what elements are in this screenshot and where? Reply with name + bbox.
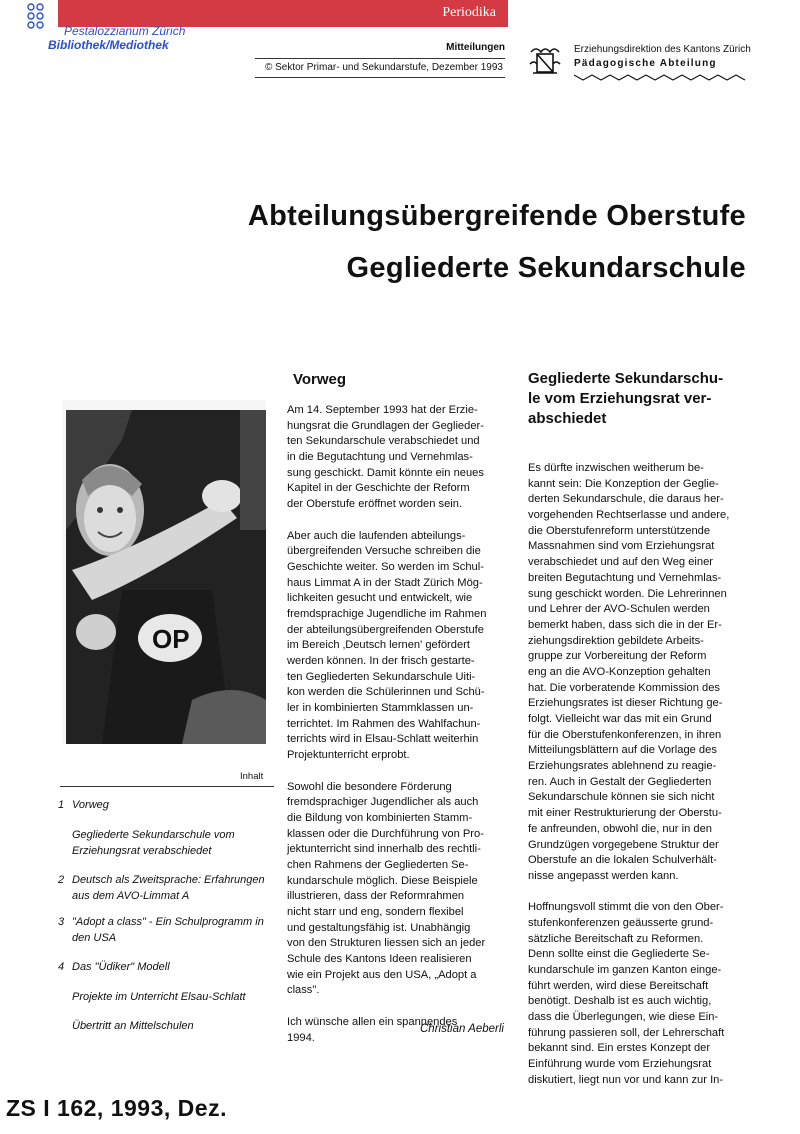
body-line: fe anfreunden, obwohl die, nur in den bbox=[528, 822, 712, 835]
body-line: übergreifenden Versuche schreiben die bbox=[287, 545, 481, 558]
body-line: Es dürfte inzwischen weitherum be- bbox=[528, 462, 704, 474]
body-line: Projektunterricht erprobt. bbox=[287, 749, 410, 762]
body-line: breiten Begutachtung und Vernehmlas- bbox=[528, 571, 722, 584]
body-line: für die Oberstufenkonferenzen, in ihren bbox=[528, 728, 722, 741]
body-line: im Bereich ‚Deutsch lernen' gefördert bbox=[287, 639, 470, 652]
gegliederte-heading-line: Gegliederte Sekundarschu- bbox=[528, 370, 724, 387]
body-line: Erziehungsrates ablehnend zu reagie- bbox=[528, 760, 717, 773]
body-line: folgt. Vielleicht war das mit ein Grund bbox=[528, 713, 712, 725]
library-stamp bbox=[22, 0, 212, 60]
body-line: kannt sein: Die Konzeption der Geglie- bbox=[528, 477, 719, 490]
body-line: Mitteilungsblättern auf die Vorlage des bbox=[528, 744, 717, 757]
body-line: Hoffnungsvoll stimmt die von den Ober- bbox=[528, 901, 724, 914]
body-line: ren. Auch in Gestalt der Gegliederten bbox=[528, 775, 712, 788]
body-line: hungsrat die Grundlagen der Geglieder- bbox=[287, 419, 484, 432]
body-line: die Oberstufenreform unterstützende bbox=[528, 524, 711, 537]
toc-number: 3 bbox=[58, 916, 65, 928]
body-line: eng an die AVO-Konzeption gehalten bbox=[528, 665, 711, 678]
body-line: Ich wünsche allen ein spannendes bbox=[287, 1015, 458, 1028]
gegliederte-heading-line: abschiedet bbox=[528, 410, 607, 427]
ed-line1: Erziehungsdirektion des Kantons Zürich bbox=[574, 44, 751, 55]
toc-text: Deutsch als Zweitsprache: Erfahrungen aus dem AVO-Limmat A bbox=[72, 874, 265, 902]
body-line: Kapitel in der Geschichte der Reform bbox=[287, 482, 470, 495]
title-line2: Gegliederte Sekundarschule bbox=[346, 252, 746, 284]
body-line: Sekundarschule können sie sich nicht bbox=[528, 791, 715, 804]
body-line: der abteilungsübergreifenden Oberstufe bbox=[287, 623, 484, 636]
body-line: Aber auch die laufenden abteilungs- bbox=[287, 529, 466, 542]
body-line: nicht starr und eng, sondern flexibel bbox=[287, 906, 464, 918]
toc-text: Übertritt an Mittelschulen bbox=[72, 1020, 194, 1032]
body-line: class". bbox=[287, 984, 320, 997]
body-line: die Bildung von kombinierten Stamm- bbox=[287, 811, 473, 824]
vorweg-body bbox=[287, 403, 486, 1046]
body-line: bekannt sind. Ein erstes Konzept der bbox=[528, 1042, 711, 1055]
body-line: ten Gegliederten Sekundarschule Uiti- bbox=[287, 670, 476, 683]
toc-text: Das "Üdiker" Modell bbox=[72, 961, 170, 973]
body-line bbox=[287, 513, 486, 529]
wave-ornament bbox=[574, 72, 746, 82]
inhalt-label: Inhalt bbox=[240, 771, 264, 782]
toc-text: Gegliederte Sekundarschule vom Erziehungsrat verabschiedet bbox=[72, 829, 235, 857]
body-line: Denn sollte einst die Gegliederte Se- bbox=[528, 948, 710, 961]
toc-text: Projekte im Unterricht Elsau-Schlatt bbox=[72, 991, 246, 1003]
body-line: fremdsprachige Jugendliche im Rahmen bbox=[287, 607, 487, 620]
body-line: Am 14. September 1993 hat der Erzie- bbox=[287, 404, 478, 416]
body-line: und gestaltungsfähig ist. Unabhängig bbox=[287, 921, 471, 934]
body-line: vorgehenden Rechtserlasse und andere, bbox=[528, 509, 730, 522]
body-line: bemerkt haben, dass sich die in der Er- bbox=[528, 618, 722, 631]
toc-text: Vorweg bbox=[72, 799, 109, 811]
body-line: führung passieren soll, der Lehrerschaft bbox=[528, 1026, 725, 1039]
body-line: Massnahmen sind vom Erziehungsrat bbox=[528, 540, 715, 553]
body-line: hat. Die vorberatende Kommission des bbox=[528, 681, 720, 694]
toc-number: 1 bbox=[58, 799, 65, 811]
body-line: ler in kombinierten Stammklassen un- bbox=[287, 702, 474, 715]
inhalt-rule bbox=[60, 786, 274, 787]
periodika-label: Periodika bbox=[442, 5, 496, 20]
body-line: sung geschickt worden. Die Lehrerinnen bbox=[528, 587, 727, 600]
body-line: ten Sekundarschule verabschiedet und bbox=[287, 435, 480, 448]
body-line: diskutiert, liegt nun vor und kann zur In- bbox=[528, 1073, 724, 1086]
toc-number: 4 bbox=[58, 961, 65, 973]
body-line: kon werden die Schülerinnen und Schü- bbox=[287, 686, 485, 699]
body-line: Geschichte weiter. So werden im Schul- bbox=[287, 560, 484, 573]
body-line: benötigt. Deshalb ist es auch wichtig, bbox=[528, 995, 712, 1008]
body-line: verabschiedet und auf den Weg einer bbox=[528, 556, 713, 569]
body-line bbox=[287, 999, 486, 1015]
body-line: stufenkonferenzen geäusserte grund- bbox=[528, 916, 714, 929]
gegliederte-body bbox=[528, 461, 729, 1089]
body-line: Schule des Kantons Ideen realisieren bbox=[287, 953, 472, 966]
body-line: 1994. bbox=[287, 1031, 315, 1044]
header-rule-bottom bbox=[255, 77, 505, 78]
body-line: ziehungsdirektion gebildete Arbeits- bbox=[528, 634, 704, 647]
body-line: sätzliche Bereitschaft zu Reformen. bbox=[528, 932, 704, 945]
body-line: werden können. In der frisch gestarte- bbox=[287, 655, 475, 667]
body-line: chen Rahmens der Gegliederten Se- bbox=[287, 858, 469, 871]
body-line: kundarschule möglich. Diese Beispiele bbox=[287, 874, 478, 887]
body-line: kundarschule im ganzen Kanton einge- bbox=[528, 964, 722, 976]
stamp-line1: Pestalozzianum Zürich bbox=[64, 24, 186, 38]
toc-number: 2 bbox=[58, 874, 65, 886]
body-line: wie ein Projekt aus den USA, „Adopt a bbox=[287, 968, 477, 981]
stamp-line2: Bibliothek/Mediothek bbox=[48, 38, 169, 52]
body-line: illustrieren, dass der Reformrahmen bbox=[287, 890, 465, 903]
gegliederte-heading-line: le vom Erziehungsrat ver- bbox=[528, 390, 712, 407]
body-line: lichkeiten gesucht und entwickelt, wie bbox=[287, 592, 473, 605]
body-line: der Oberstufe eröffnet worden sein. bbox=[287, 498, 463, 511]
ed-line2: Pädagogische Abteilung bbox=[574, 58, 717, 69]
svg-text:OP: OP bbox=[152, 624, 190, 654]
sektor-line: © Sektor Primar- und Sekundarstufe, Dezember 1993 bbox=[264, 62, 503, 73]
body-line: fremdsprachiger Jugendlicher als auch bbox=[287, 796, 479, 809]
body-line: Sowohl die besondere Förderung bbox=[287, 780, 452, 793]
toc-text: "Adopt a class" - Ein Schulprogramm in den USA bbox=[72, 916, 264, 944]
body-line: Grundzügen vorgegebene Struktur der bbox=[528, 838, 719, 851]
body-line: führt werden, wird diese Bereitschaft bbox=[528, 979, 709, 992]
body-line: und Lehrer der AVO-Schulen werden bbox=[528, 603, 710, 616]
call-number: ZS I 162, 1993, Dez. bbox=[6, 1095, 227, 1121]
body-line: terrichtet. Im Rahmen des Wahlfachun- bbox=[287, 717, 481, 730]
body-line: nisse angepasst werden kann. bbox=[528, 869, 679, 882]
body-line: in die Begutachtung und Vernehmlas- bbox=[287, 451, 473, 464]
student-photo bbox=[62, 400, 266, 744]
body-line: derten Sekundarschule, die daraus her- bbox=[528, 493, 724, 506]
body-line bbox=[528, 885, 729, 901]
body-line: klassen oder die Durchführung von Pro- bbox=[287, 827, 484, 840]
body-line: gruppe zur Vorbereitung der Reform bbox=[528, 650, 707, 663]
body-line: Erziehungsrates ist dieser Richtung ge- bbox=[528, 697, 723, 710]
body-line: dass die Überlegungen, wie diese Ein- bbox=[528, 1011, 719, 1024]
zurich-crest-icon bbox=[528, 42, 562, 76]
body-line: von den Strukturen liessen sich an jeder bbox=[287, 937, 486, 950]
body-line: sung geschickt. Damit könnte ein neues bbox=[287, 466, 484, 479]
title-line1: Abteilungsübergreifende Oberstufe bbox=[247, 200, 746, 232]
stamp-dots-icon bbox=[26, 2, 50, 32]
body-line bbox=[287, 764, 486, 780]
mitteilungen-label: Mitteilungen bbox=[446, 42, 505, 53]
body-line: mit einer Restrukturierung der Oberstu- bbox=[528, 807, 722, 820]
gegliederte-heading bbox=[528, 369, 758, 429]
body-line: jektunterricht sind innerhalb des rechtli- bbox=[287, 843, 481, 856]
body-line: haus Limmat A in der Stadt Zürich Mög- bbox=[287, 576, 483, 589]
body-line: Oberstufe an die lokalen Schulverhält- bbox=[528, 854, 717, 867]
vorweg-heading: Vorweg bbox=[293, 371, 347, 388]
header-rule-top bbox=[255, 58, 505, 59]
signature: Christian Aeberli bbox=[420, 1023, 504, 1035]
body-line: terrichts wird in Elsau-Schlatt weiterhin bbox=[287, 733, 479, 746]
body-line: Einführung wurde vom Erziehungsrat bbox=[528, 1058, 712, 1071]
